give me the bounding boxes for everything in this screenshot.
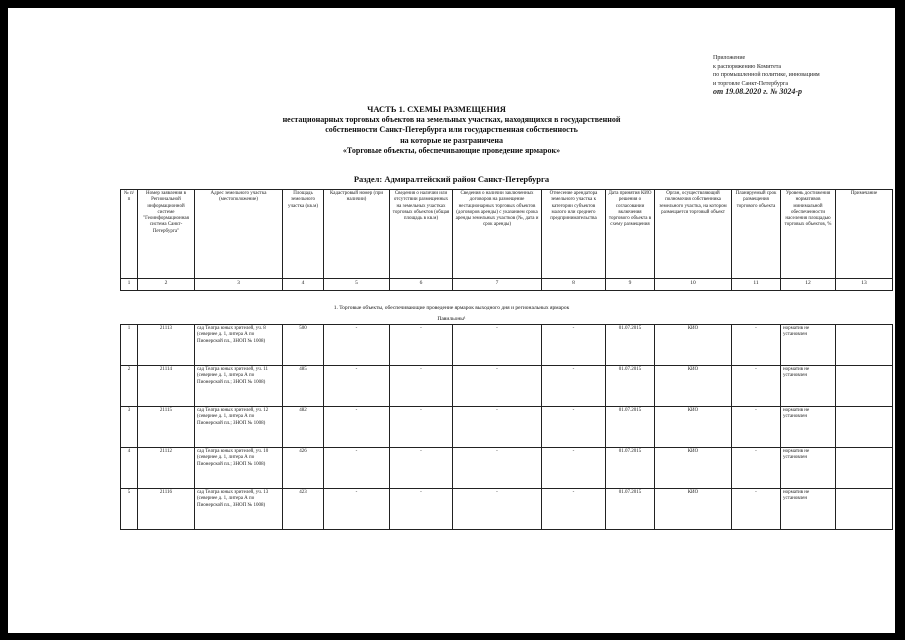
table-cell-addr: сад Театра юных зрителей, уч. 12 (севернее д. 1, литера А по Пионерской пл.; ЗНОП № 1008)	[195, 407, 283, 448]
table-cell-contract: -	[453, 366, 542, 407]
table-cell-addr: сад Театра юных зрителей, уч. 13 (севернее д. 1, литера А по Пионерской пл., ЗНОП № 1008)	[195, 489, 283, 530]
header-table	[120, 189, 893, 291]
table-cell-date: 01.07.2015	[606, 489, 655, 530]
column-number: 4	[283, 279, 324, 291]
part-title: ЧАСТЬ 1. СХЕМЫ РАЗМЕЩЕНИЯ	[367, 104, 506, 114]
column-number: 3	[195, 279, 283, 291]
column-header: Орган, осуществляющий полномочия собственника земельного участка, на котором размещается торговый объект	[655, 190, 732, 279]
heading-line: «Торговые объекты, обеспечивающие проведение ярмарок»	[342, 146, 561, 155]
table-cell-obj: -	[390, 366, 453, 407]
table-cell-contract: -	[453, 489, 542, 530]
appendix-date-number: от 19.08.2020 г. № 3024-р	[713, 87, 803, 96]
column-header: Уровень достижения нормативов минимальной обеспеченности населения площадью торговых объектов, %	[781, 190, 836, 279]
table-cell-obj: -	[390, 407, 453, 448]
table-row	[121, 489, 893, 530]
document-page	[8, 8, 895, 633]
table-cell-app: 21112	[138, 448, 195, 489]
table-cell-cad: -	[324, 325, 390, 366]
table-cell-n: 4	[121, 448, 138, 489]
appendix-line: по промышленной политике, инновациям	[713, 72, 820, 78]
column-header: Площадь земельного участка (кв.м)	[283, 190, 324, 279]
table-cell-term: -	[732, 448, 781, 489]
table-cell-app: 21114	[138, 366, 195, 407]
table-cell-addr: сад Театра юных зрителей, уч. 11 (севернее д. 1, литера А по Пионерской пл.; ЗНОП № 1008)	[195, 366, 283, 407]
table-cell-n: 3	[121, 407, 138, 448]
table-row	[121, 407, 893, 448]
column-header: Сведения о наличии или отсутствии размещенных на земельных участках торговых объектов (общая площадь в кв.м)	[390, 190, 453, 279]
heading-line: собственности Санкт-Петербурга или государственная собственность	[325, 125, 578, 134]
table-cell-date: 01.07.2015	[606, 366, 655, 407]
table-cell-cad: -	[324, 366, 390, 407]
table-cell-term: -	[732, 325, 781, 366]
column-number: 5	[324, 279, 390, 291]
appendix-line: к распоряжению Комитета	[713, 63, 782, 70]
objects-table	[120, 324, 893, 530]
table-cell-level: норматив не установлен	[781, 325, 836, 366]
table-cell-org: КИО	[655, 325, 732, 366]
pavilion-label: Павильоны¹	[437, 316, 466, 322]
table-cell-n: 5	[121, 489, 138, 530]
column-number: 7	[453, 279, 542, 291]
table-cell-app: 21116	[138, 489, 195, 530]
table-cell-cad: -	[324, 448, 390, 489]
table-cell-note	[836, 407, 893, 448]
table-cell-contract: -	[453, 448, 542, 489]
table-cell-app: 21115	[138, 407, 195, 448]
table-cell-org: КИО	[655, 489, 732, 530]
appendix-line: и торговле Санкт-Петербурга	[713, 80, 789, 87]
table-cell-contract: -	[453, 407, 542, 448]
table-cell-n: 2	[121, 366, 138, 407]
table-cell-level: норматив не установлен	[781, 366, 836, 407]
heading-line: нестационарных торговых объектов на земельных участках, находящихся в государственной	[282, 114, 621, 124]
table-cell-note	[836, 489, 893, 530]
heading-line: на которые не разграничена	[400, 135, 503, 145]
column-number: 1	[121, 279, 138, 291]
table-cell-area: 423	[283, 489, 324, 530]
table-row	[121, 448, 893, 489]
table-cell-addr: сад Театра юных зрителей, уч. 10 (севернее д. 1, литера А по Пионерской пл.; ЗНОП № 1008)	[195, 448, 283, 489]
table-cell-cad: -	[324, 489, 390, 530]
table-cell-obj: -	[390, 489, 453, 530]
table-cell-level: норматив не установлен	[781, 407, 836, 448]
table-cell-sme: -	[542, 407, 606, 448]
column-header: Дата принятия КИО решения о согласовании включения торгового объекта в схему размещения	[606, 190, 655, 279]
column-number: 12	[781, 279, 836, 291]
table-cell-sme: -	[542, 448, 606, 489]
column-header: Планируемый срок размещения торгового объекта	[732, 190, 781, 279]
section-title: 1. Торговые объекты, обеспечивающие проведение ярмарок выходного дня и региональных ярмарок	[333, 305, 570, 311]
column-header: Кадастровый номер (при наличии)	[324, 190, 390, 279]
appendix-line: Приложение	[713, 55, 746, 61]
table-row	[121, 366, 893, 407]
column-number: 2	[138, 279, 195, 291]
column-number: 8	[542, 279, 606, 291]
table-cell-sme: -	[542, 325, 606, 366]
table-cell-n: 1	[121, 325, 138, 366]
column-number-row	[121, 279, 893, 291]
table-cell-level: норматив не установлен	[781, 448, 836, 489]
column-header: Отнесение арендатора земельного участка к категории субъектов малого или среднего предпринимательства	[542, 190, 606, 279]
table-cell-org: КИО	[655, 448, 732, 489]
table-cell-obj: -	[390, 448, 453, 489]
table-cell-addr: сад Театра юных зрителей, уч. 8 (севернее д. 1, литера А по Пионерской пл., ЗНОП № 1008)	[195, 325, 283, 366]
table-cell-note	[836, 325, 893, 366]
district-title: Раздел: Адмиралтейский район Санкт-Петербурга	[353, 174, 550, 184]
table-cell-date: 01.07.2015	[606, 448, 655, 489]
table-cell-date: 01.07.2015	[606, 325, 655, 366]
column-number: 13	[836, 279, 893, 291]
column-number: 10	[655, 279, 732, 291]
table-cell-term: -	[732, 407, 781, 448]
table-cell-date: 01.07.2015	[606, 407, 655, 448]
table-cell-app: 21113	[138, 325, 195, 366]
table-cell-term: -	[732, 489, 781, 530]
table-cell-org: КИО	[655, 366, 732, 407]
table-cell-level: норматив не установлен	[781, 489, 836, 530]
column-header: Номер заявления в Региональной информационной системе "Геоинформационная система Санкт-Петербурга"	[138, 190, 195, 279]
table-cell-note	[836, 448, 893, 489]
table-cell-sme: -	[542, 366, 606, 407]
column-number: 9	[606, 279, 655, 291]
column-number: 6	[390, 279, 453, 291]
table-cell-area: 426	[283, 448, 324, 489]
table-cell-obj: -	[390, 325, 453, 366]
column-header: Адрес земельного участка (местоположение)	[195, 190, 283, 279]
table-cell-note	[836, 366, 893, 407]
column-header: Примечание	[836, 190, 893, 279]
column-number: 11	[732, 279, 781, 291]
table-cell-area: 500	[283, 325, 324, 366]
table-cell-sme: -	[542, 489, 606, 530]
table-cell-cad: -	[324, 407, 390, 448]
column-header: Сведения о наличии заключенных договоров на размещение нестационарных торговых объектов (договоров аренды) с указанием срока аренды земельных участков (№, дата и срок аренды)	[453, 190, 542, 279]
column-header: № п/п	[121, 190, 138, 279]
table-cell-org: КИО	[655, 407, 732, 448]
column-header-row	[121, 190, 893, 279]
document-heading	[8, 104, 895, 157]
table-cell-contract: -	[453, 325, 542, 366]
table-cell-area: 482	[283, 407, 324, 448]
appendix-block	[713, 54, 820, 97]
table-cell-term: -	[732, 366, 781, 407]
table-row	[121, 325, 893, 366]
table-cell-area: 485	[283, 366, 324, 407]
